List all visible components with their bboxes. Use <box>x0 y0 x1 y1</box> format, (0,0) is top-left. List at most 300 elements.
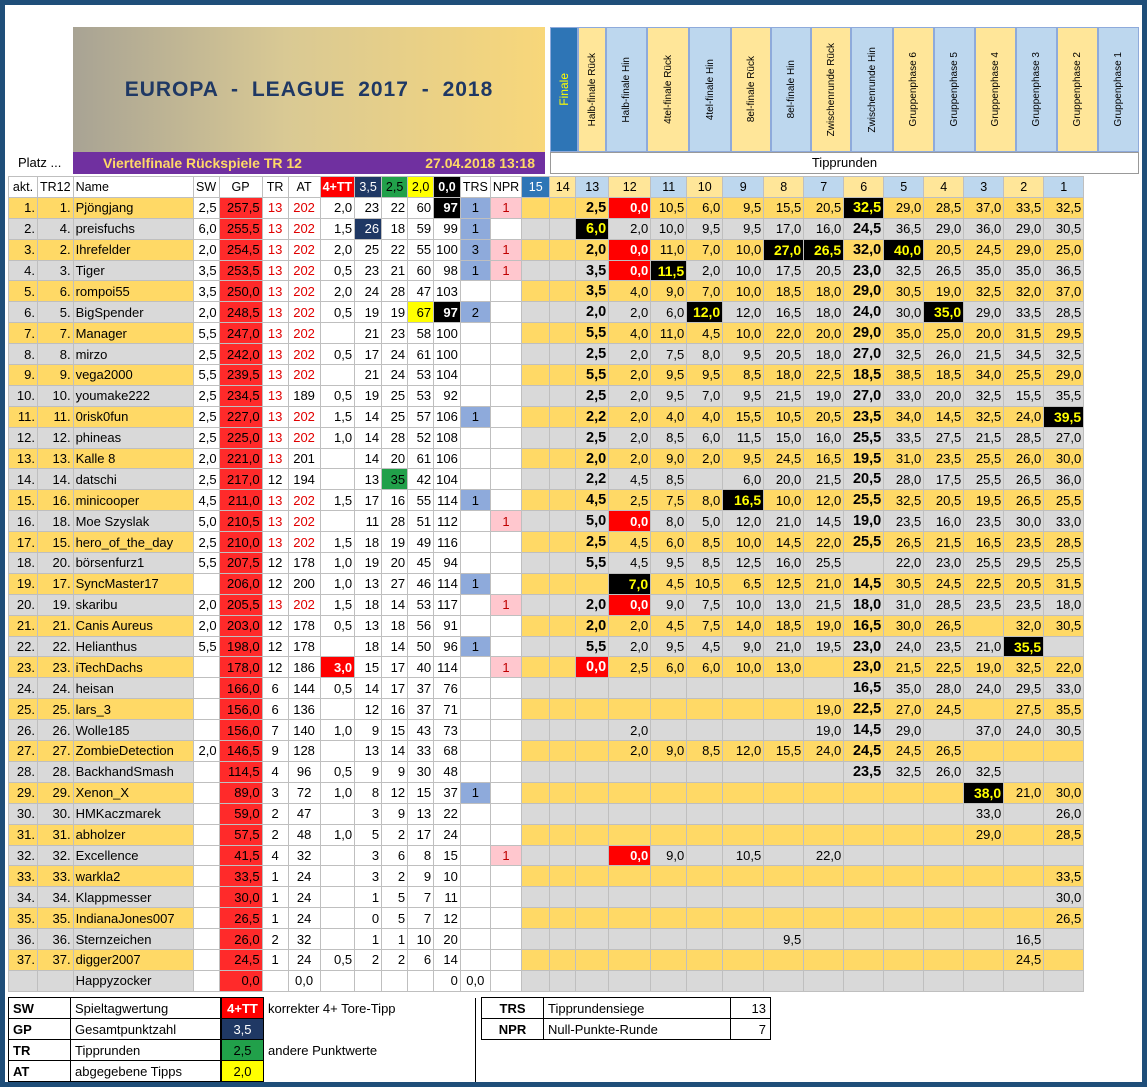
table-cell: 0,0 <box>609 511 651 532</box>
table-cell: 2,0 <box>193 615 219 636</box>
table-cell: 202 <box>288 302 320 323</box>
table-cell <box>804 949 844 970</box>
table-cell <box>460 678 490 699</box>
table-cell: 21,0 <box>804 573 844 594</box>
table-cell: 37,0 <box>964 197 1004 218</box>
table-cell: 28,5 <box>924 594 964 615</box>
table-cell: 3. <box>38 260 74 281</box>
table-cell <box>651 866 687 887</box>
table-cell: 2,5 <box>193 344 219 365</box>
table-cell <box>609 761 651 782</box>
table-cell <box>651 699 687 720</box>
table-cell: 27. <box>9 741 38 762</box>
table-cell: 0 <box>490 782 521 803</box>
table-cell: 35,0 <box>924 302 964 323</box>
table-cell: 30 <box>408 761 434 782</box>
table-cell <box>723 908 764 929</box>
table-cell <box>687 803 723 824</box>
table-cell: 27 <box>382 573 408 594</box>
table-cell: 1,0 <box>320 553 355 574</box>
table-cell: 8,5 <box>687 553 723 574</box>
table-cell <box>964 929 1004 950</box>
table-cell <box>609 949 651 970</box>
table-cell: 1 <box>490 657 521 678</box>
table-cell <box>844 949 884 970</box>
table-cell <box>522 699 550 720</box>
table-cell: 29. <box>9 782 38 803</box>
table-cell: 23,5 <box>964 594 1004 615</box>
column-header: 3,5 <box>355 177 382 198</box>
table-cell: 117 <box>434 594 461 615</box>
table-cell: 25,5 <box>1004 365 1044 386</box>
round-header <box>578 27 606 152</box>
table-cell <box>460 553 490 574</box>
table-cell <box>550 699 576 720</box>
table-cell: Kalle 8 <box>73 448 193 469</box>
table-cell: 18. <box>38 511 74 532</box>
table-cell: 33,5 <box>884 427 924 448</box>
table-cell: 30,0 <box>1044 782 1084 803</box>
table-cell <box>550 594 576 615</box>
table-cell <box>193 720 219 741</box>
table-cell <box>550 490 576 511</box>
table-cell <box>576 803 609 824</box>
table-cell: 7,5 <box>687 594 723 615</box>
table-cell: 2,5 <box>576 344 609 365</box>
table-cell: 96 <box>434 636 461 657</box>
table-cell <box>550 615 576 636</box>
table-row <box>9 866 1084 887</box>
table-cell <box>522 845 550 866</box>
table-cell: 7,0 <box>687 281 723 302</box>
table-cell: Klappmesser <box>73 887 193 908</box>
table-cell: 21,5 <box>804 594 844 615</box>
legend-row <box>222 1061 476 1082</box>
table-cell: 19. <box>9 573 38 594</box>
table-cell <box>804 887 844 908</box>
table-cell <box>609 929 651 950</box>
table-cell: 15,5 <box>1004 385 1044 406</box>
table-cell: 20 <box>382 553 408 574</box>
table-cell: 0,0 <box>609 239 651 260</box>
table-cell: 12,0 <box>723 302 764 323</box>
table-cell: 0,5 <box>320 761 355 782</box>
table-cell <box>550 511 576 532</box>
table-cell: 29,0 <box>844 323 884 344</box>
round-header-label: 8el-finale Rück <box>745 56 757 123</box>
table-cell: 14,5 <box>804 511 844 532</box>
table-cell: 24. <box>9 678 38 699</box>
table-cell <box>460 365 490 386</box>
table-cell: 0,5 <box>320 302 355 323</box>
table-cell: 2,0 <box>576 302 609 323</box>
table-cell: 242,0 <box>219 344 262 365</box>
table-cell: 26,5 <box>924 741 964 762</box>
table-cell: 3,5 <box>193 260 219 281</box>
table-cell: 1 <box>382 929 408 950</box>
table-cell: 23,5 <box>844 761 884 782</box>
table-cell: 28,5 <box>1044 302 1084 323</box>
table-cell: 26,5 <box>1004 490 1044 511</box>
table-cell <box>576 949 609 970</box>
table-cell: 25,5 <box>804 553 844 574</box>
table-cell <box>576 761 609 782</box>
table-cell: 202 <box>288 427 320 448</box>
table-cell: 15,5 <box>723 406 764 427</box>
table-row <box>9 302 1084 323</box>
table-cell: 27,0 <box>844 344 884 365</box>
round-header <box>550 27 578 152</box>
table-cell: 50 <box>408 636 434 657</box>
table-cell: 24,5 <box>844 218 884 239</box>
table-cell: 0,0 <box>320 803 355 824</box>
table-row <box>9 197 1084 218</box>
table-cell: 2,0 <box>320 239 355 260</box>
table-cell <box>522 949 550 970</box>
table-cell: 18,5 <box>764 281 804 302</box>
table-cell: abholzer <box>73 824 193 845</box>
table-cell <box>651 761 687 782</box>
table-cell: 33 <box>408 741 434 762</box>
table-cell <box>723 678 764 699</box>
table-cell <box>460 594 490 615</box>
table-cell: 51 <box>408 511 434 532</box>
table-cell: 6 <box>408 949 434 970</box>
table-cell <box>550 197 576 218</box>
table-cell: 1 <box>490 511 521 532</box>
table-cell: 1. <box>38 197 74 218</box>
table-cell: 18,0 <box>804 302 844 323</box>
table-cell <box>550 741 576 762</box>
column-header: GP <box>219 177 262 198</box>
table-cell: 25,5 <box>844 532 884 553</box>
table-cell: 17 <box>355 490 382 511</box>
round-header-label: Halb-finale Rück <box>586 52 598 127</box>
table-cell: 18,5 <box>844 365 884 386</box>
table-cell: 24,5 <box>924 699 964 720</box>
table-cell: 6,5 <box>723 573 764 594</box>
table-cell: 9,5 <box>651 385 687 406</box>
table-cell: 0,0 <box>609 197 651 218</box>
table-cell: HMKaczmarek <box>73 803 193 824</box>
legend-text: Spieltagwertung <box>71 998 221 1019</box>
table-cell: 13 <box>262 385 288 406</box>
table-cell: 60 <box>408 197 434 218</box>
table-cell: 8,5 <box>651 469 687 490</box>
table-cell: 11,0 <box>651 239 687 260</box>
table-cell: 36. <box>9 929 38 950</box>
table-cell: 1,0 <box>320 782 355 803</box>
table-cell <box>576 741 609 762</box>
table-cell: 257,5 <box>219 197 262 218</box>
table-cell: 106 <box>434 448 461 469</box>
table-cell: 40,0 <box>884 239 924 260</box>
table-cell: 14,5 <box>924 406 964 427</box>
table-cell <box>1044 929 1084 950</box>
table-cell: 13 <box>262 490 288 511</box>
table-cell: BackhandSmash <box>73 761 193 782</box>
table-cell: Sternzeichen <box>73 929 193 950</box>
table-cell: 114,5 <box>219 761 262 782</box>
table-cell: 10,0 <box>723 323 764 344</box>
table-cell: 25. <box>38 699 74 720</box>
table-cell: 5,0 <box>576 511 609 532</box>
table-cell: 13 <box>262 323 288 344</box>
table-cell: 32,5 <box>884 761 924 782</box>
table-cell <box>490 970 521 991</box>
table-cell: 0 <box>490 929 521 950</box>
table-cell: 56 <box>408 615 434 636</box>
table-cell: 5,5 <box>193 365 219 386</box>
standings-table <box>8 176 1084 992</box>
table-cell: 23,0 <box>844 657 884 678</box>
table-cell: 7,0 <box>687 239 723 260</box>
legend-code: 2,5 <box>222 1040 264 1061</box>
table-cell: 0 <box>490 636 521 657</box>
table-row <box>9 490 1084 511</box>
table-cell: 37. <box>38 949 74 970</box>
table-cell <box>522 365 550 386</box>
table-cell: 7,5 <box>651 490 687 511</box>
table-cell <box>1004 970 1044 991</box>
table-cell: 32,5 <box>884 260 924 281</box>
table-cell: 28,5 <box>1044 532 1084 553</box>
table-cell: 19 <box>355 302 382 323</box>
round-header-label: Zwischenrunde Hin <box>866 46 878 133</box>
table-cell: 31. <box>9 824 38 845</box>
legend-text: Null-Punkte-Runde <box>544 1019 731 1040</box>
table-cell <box>844 929 884 950</box>
table-cell: 9. <box>9 365 38 386</box>
table-cell: 24,0 <box>804 741 844 762</box>
table-cell: 15 <box>355 657 382 678</box>
legend-text <box>264 1061 476 1082</box>
table-cell: 18 <box>355 532 382 553</box>
table-cell: 13. <box>9 448 38 469</box>
table-cell: 29,0 <box>964 824 1004 845</box>
table-cell: 11,0 <box>651 323 687 344</box>
table-cell: 39,5 <box>1044 406 1084 427</box>
legend-row <box>9 1061 221 1082</box>
table-cell: 1 <box>490 197 521 218</box>
table-cell: 17. <box>9 532 38 553</box>
table-cell <box>262 970 288 991</box>
table-cell <box>964 887 1004 908</box>
table-cell: 2,5 <box>193 406 219 427</box>
table-cell: 12 <box>262 636 288 657</box>
table-cell <box>884 970 924 991</box>
table-cell: 21 <box>382 260 408 281</box>
table-cell: 12 <box>262 469 288 490</box>
column-header: AT <box>288 177 320 198</box>
table-cell: 30,5 <box>1044 720 1084 741</box>
round-header-label: Gruppenphase 3 <box>1031 52 1042 127</box>
table-cell: 14,5 <box>844 720 884 741</box>
table-cell: 14 <box>382 636 408 657</box>
table-cell: 0,0 <box>320 741 355 762</box>
table-cell <box>723 970 764 991</box>
table-cell: 55 <box>408 490 434 511</box>
table-cell <box>522 970 550 991</box>
table-cell: 34,0 <box>964 365 1004 386</box>
table-cell: 19,0 <box>844 511 884 532</box>
table-cell: 0,0 <box>320 908 355 929</box>
table-cell: 26,5 <box>1044 908 1084 929</box>
table-cell: 9. <box>38 365 74 386</box>
table-cell: 15. <box>9 490 38 511</box>
table-cell: 30,5 <box>1044 615 1084 636</box>
table-cell: 0,0 <box>320 699 355 720</box>
table-cell <box>764 678 804 699</box>
table-cell: 1,0 <box>320 573 355 594</box>
round-header-label: Gruppenphase 2 <box>1072 52 1083 127</box>
table-cell: 25,5 <box>844 427 884 448</box>
table-cell: 24,0 <box>884 636 924 657</box>
table-cell: 67 <box>408 302 434 323</box>
table-cell <box>522 323 550 344</box>
table-cell: 1 <box>460 782 490 803</box>
table-cell: 1,0 <box>320 720 355 741</box>
table-cell: 0,0 <box>320 636 355 657</box>
table-cell: 23,5 <box>1004 594 1044 615</box>
table-row <box>9 824 1084 845</box>
table-cell <box>651 803 687 824</box>
table-cell: 2 <box>355 949 382 970</box>
table-cell: 16 <box>382 699 408 720</box>
table-cell: 59 <box>408 218 434 239</box>
table-cell: 10,5 <box>764 406 804 427</box>
table-cell <box>460 448 490 469</box>
table-cell: 20,5 <box>924 490 964 511</box>
subtitle-bar <box>73 152 545 174</box>
table-cell: 20,5 <box>804 406 844 427</box>
table-cell: 3,5 <box>576 281 609 302</box>
table-cell <box>550 657 576 678</box>
table-cell: 0 <box>490 323 521 344</box>
table-cell: 211,0 <box>219 490 262 511</box>
table-cell <box>550 448 576 469</box>
table-cell <box>964 866 1004 887</box>
table-cell: 9 <box>355 761 382 782</box>
table-cell <box>460 281 490 302</box>
table-cell: 37 <box>408 678 434 699</box>
table-cell: 41,5 <box>219 845 262 866</box>
table-cell: 36. <box>38 929 74 950</box>
table-cell: phineas <box>73 427 193 448</box>
table-cell <box>1004 866 1044 887</box>
legend-row <box>9 1019 221 1040</box>
table-cell: 10 <box>408 929 434 950</box>
table-cell: 4,0 <box>651 406 687 427</box>
table-cell: 30,0 <box>1044 887 1084 908</box>
table-cell <box>723 887 764 908</box>
table-cell: 202 <box>288 532 320 553</box>
table-cell: vega2000 <box>73 365 193 386</box>
table-cell <box>651 949 687 970</box>
table-cell: 12,5 <box>764 573 804 594</box>
table-cell: 18,0 <box>804 344 844 365</box>
table-cell: 24,5 <box>844 741 884 762</box>
table-cell: 23 <box>355 260 382 281</box>
table-cell <box>1044 761 1084 782</box>
table-cell: 29,5 <box>1004 553 1044 574</box>
table-cell: 29,0 <box>924 218 964 239</box>
column-header: TR <box>262 177 288 198</box>
table-cell: 29,0 <box>1004 239 1044 260</box>
table-cell <box>964 615 1004 636</box>
table-cell <box>764 761 804 782</box>
table-cell <box>723 866 764 887</box>
table-cell: 17,5 <box>924 469 964 490</box>
table-cell: Xenon_X <box>73 782 193 803</box>
table-cell: 9,5 <box>723 385 764 406</box>
table-cell: 6,0 <box>687 197 723 218</box>
table-cell: 253,5 <box>219 260 262 281</box>
table-cell <box>1044 636 1084 657</box>
table-cell: 3 <box>262 782 288 803</box>
table-cell: 9,0 <box>723 636 764 657</box>
table-cell: 2,0 <box>193 448 219 469</box>
table-cell: 2,5 <box>576 197 609 218</box>
table-cell: 23,0 <box>844 260 884 281</box>
table-cell <box>844 803 884 824</box>
table-cell: 9,5 <box>764 929 804 950</box>
table-cell: 2,5 <box>193 385 219 406</box>
table-cell: preisfuchs <box>73 218 193 239</box>
table-cell <box>550 845 576 866</box>
table-cell: 72 <box>288 782 320 803</box>
table-cell: 13 <box>262 218 288 239</box>
table-cell <box>844 887 884 908</box>
table-cell: SyncMaster17 <box>73 573 193 594</box>
table-cell: 2 <box>382 866 408 887</box>
table-cell: 32,5 <box>964 761 1004 782</box>
table-cell: 9,5 <box>651 365 687 386</box>
table-cell: 4. <box>38 218 74 239</box>
round-header-label: Finale <box>557 73 571 106</box>
table-cell <box>576 866 609 887</box>
table-cell: 0,0 <box>609 594 651 615</box>
table-row <box>9 365 1084 386</box>
table-cell: 2,0 <box>576 448 609 469</box>
table-cell: 0 <box>490 573 521 594</box>
table-cell: 23,5 <box>1004 532 1044 553</box>
table-cell: 3,5 <box>193 281 219 302</box>
table-cell <box>844 908 884 929</box>
table-cell: 35 <box>382 469 408 490</box>
table-cell: 12,0 <box>723 511 764 532</box>
table-cell: 106 <box>434 406 461 427</box>
table-row <box>9 344 1084 365</box>
table-cell: 4. <box>9 260 38 281</box>
table-cell: 20 <box>382 448 408 469</box>
table-cell: 21,5 <box>964 427 1004 448</box>
table-cell: 68 <box>434 741 461 762</box>
table-cell <box>522 511 550 532</box>
table-cell: 0 <box>490 761 521 782</box>
table-cell: 9,0 <box>651 448 687 469</box>
column-header: 14 <box>550 177 576 198</box>
table-cell: 20,5 <box>804 260 844 281</box>
table-cell: 17 <box>355 344 382 365</box>
table-cell: 20,0 <box>964 323 1004 344</box>
table-cell: 25,5 <box>1044 490 1084 511</box>
table-cell: 53 <box>408 385 434 406</box>
table-row <box>9 511 1084 532</box>
table-cell: 2,0 <box>609 406 651 427</box>
table-cell: 2 <box>460 302 490 323</box>
table-cell: 10,0 <box>723 594 764 615</box>
